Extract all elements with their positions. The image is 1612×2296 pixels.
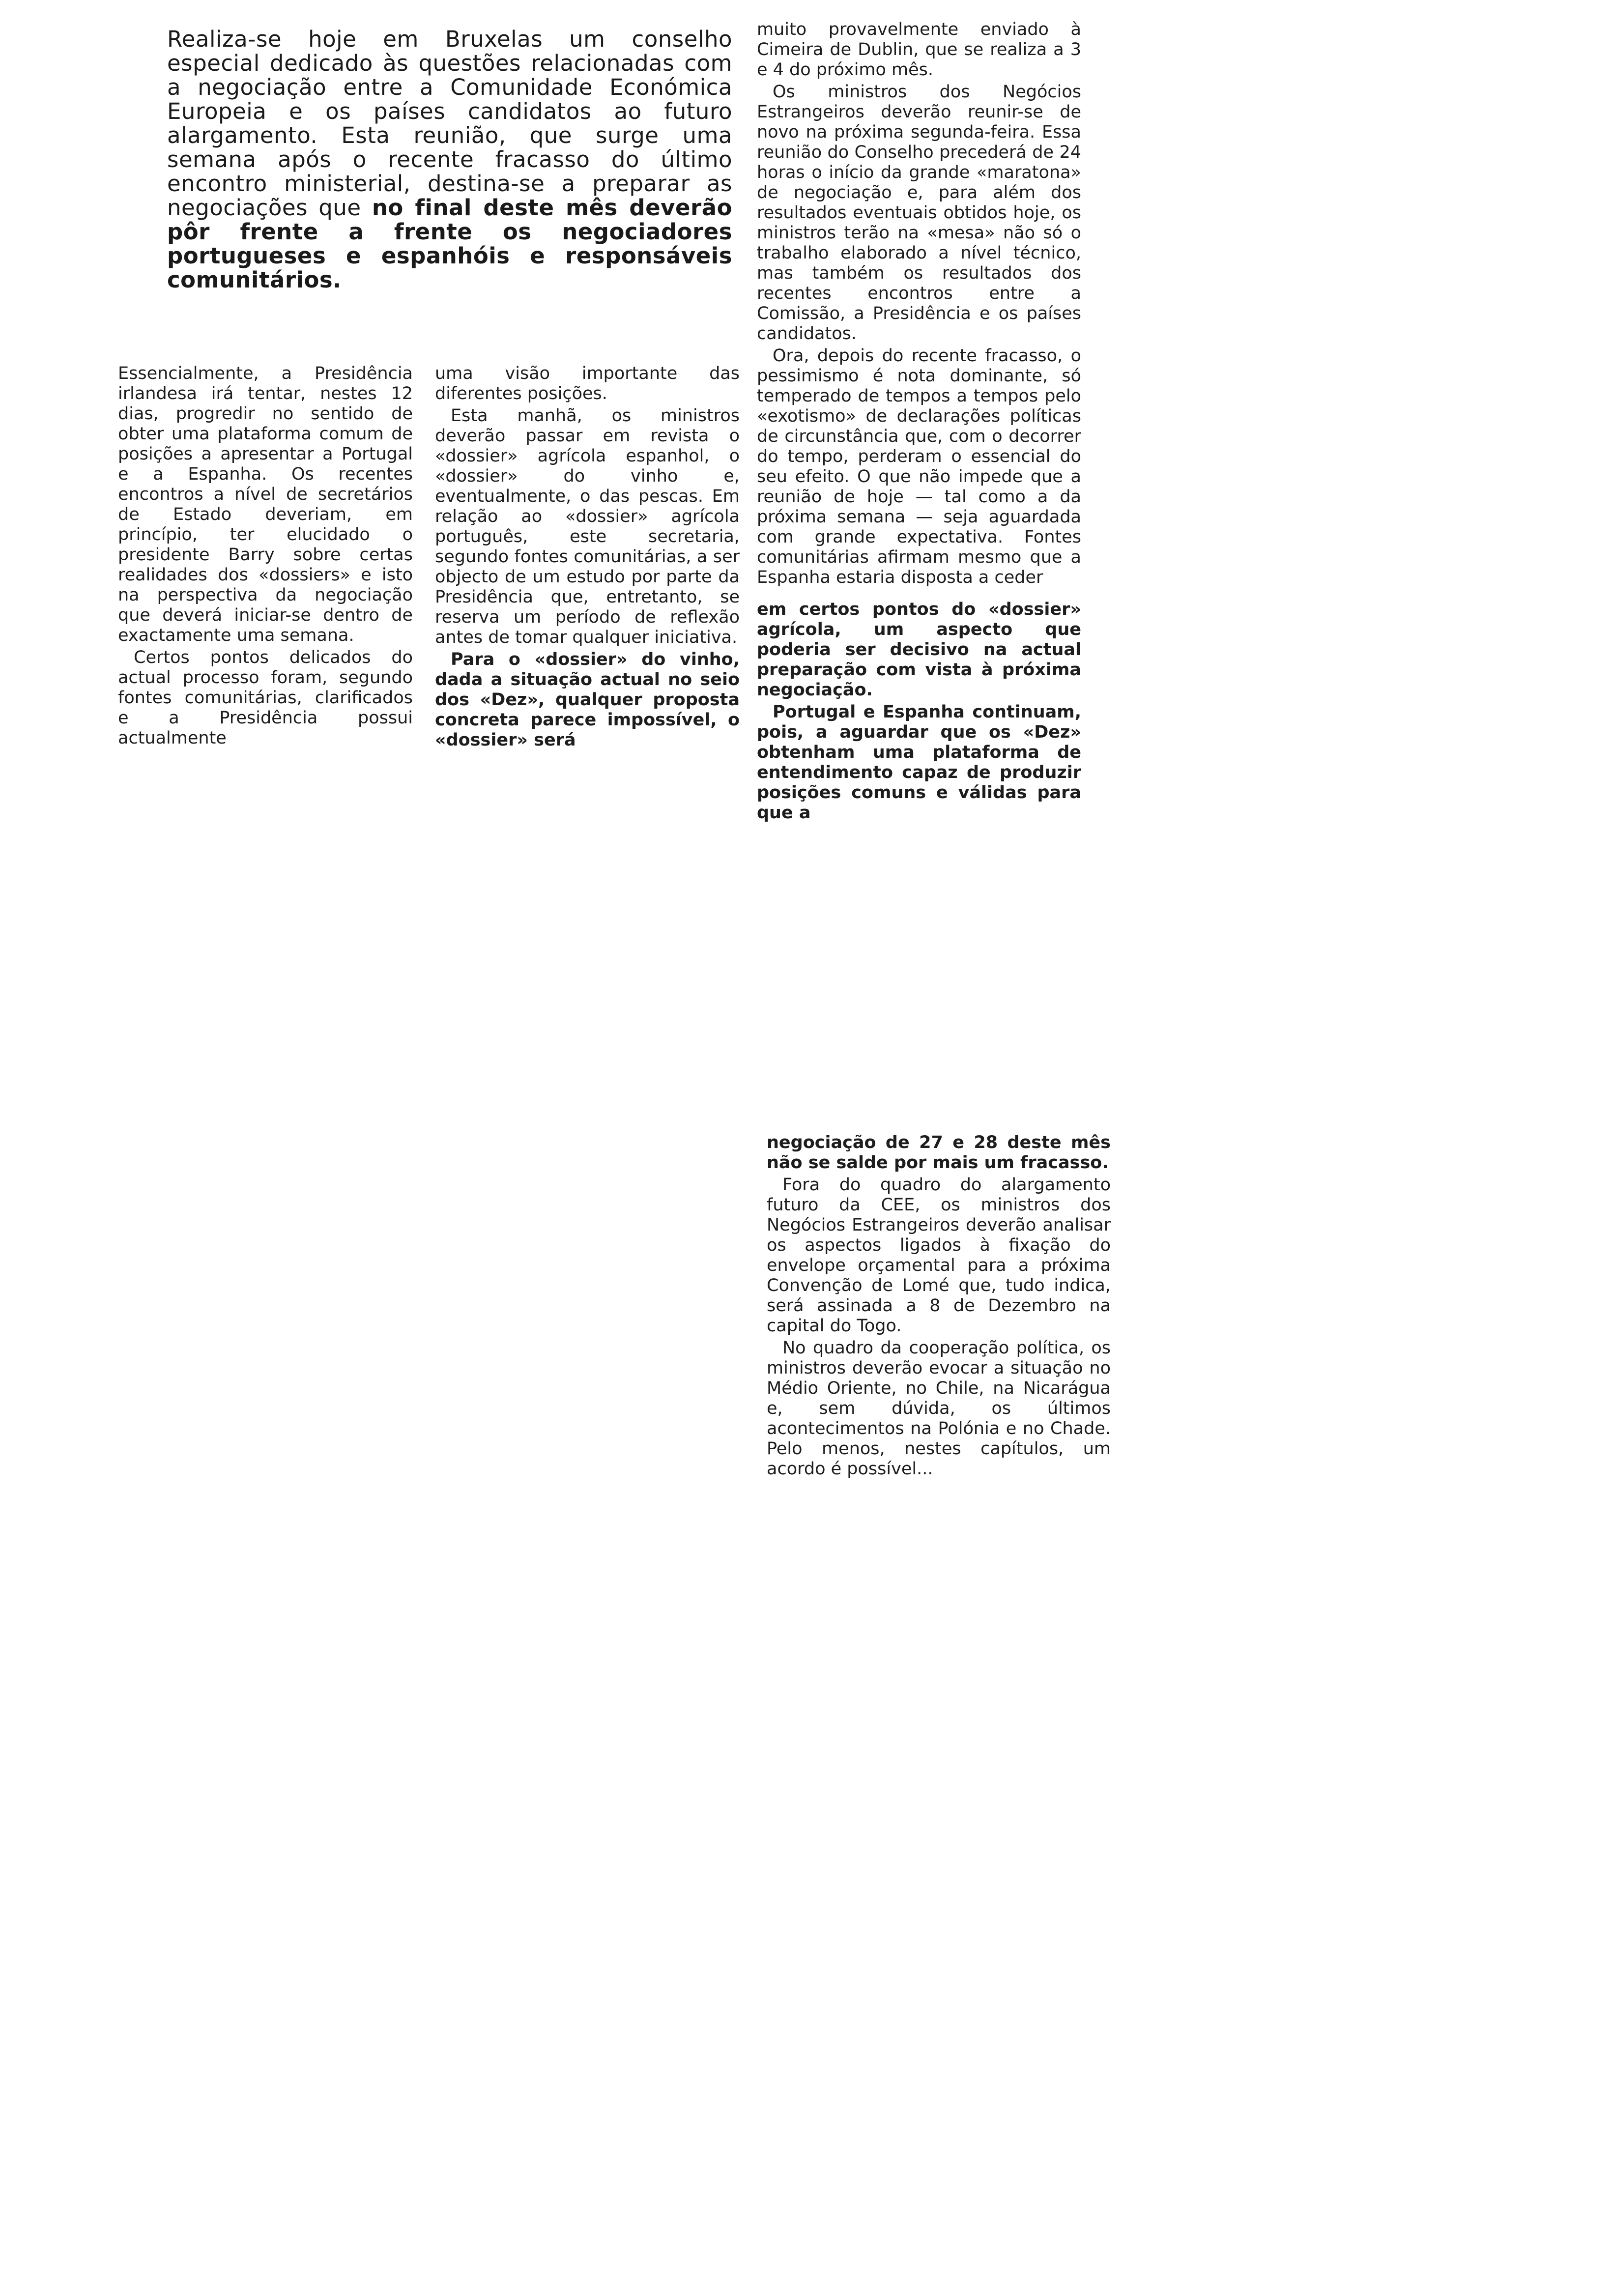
article-column-1 xyxy=(118,364,413,750)
paragraph: Fora do quadro do alargamento futuro da CEE, os ministros dos Negócios Estrangeiros deverão analisar os aspectos ligados à fixação do envelope orçamental para a próxima Convenção de Lomé que, tudo indica, será assinada a 8 de Dezembro na capital do Togo. xyxy=(767,1175,1111,1336)
paragraph: Portugal e Espanha continuam, pois, a aguardar que os «Dez» obtenham uma plataforma de entendimento capaz de produzir posições comuns e válidas para que a xyxy=(757,702,1081,823)
lead-paragraph xyxy=(167,27,732,292)
paragraph: Certos pontos delicados do actual processo foram, segundo fontes comunitárias, clarificados e a Presidência possui actualmente xyxy=(118,648,413,748)
paragraph: Esta manhã, os ministros deverão passar em revista o «dossier» agrícola espanhol, o «dossier» do vinho e, eventualmente, o das pescas. Em relação ao «dossier» agrícola português, este secretaria, segundo fontes comunitárias, a ser objecto de um estudo por parte da Presidência que, entretanto, se reserva um período de reflexão antes de tomar qualquer iniciativa. xyxy=(435,406,740,647)
paragraph: No quadro da cooperação política, os ministros deverão evocar a situação no Médio Oriente, no Chile, na Nicarágua e, sem dúvida, os últimos acontecimentos na Polónia e no Chade. Pelo menos, nestes capítulos, um acordo é possível... xyxy=(767,1338,1111,1479)
paragraph: Os ministros dos Negócios Estrangeiros deverão reunir-se de novo na próxima segunda-feira. Essa reunião do Conselho precederá de 24 horas o início da grande «maratona» de negociação e, para além dos resultados eventuais obtidos hoje, os ministros terão na «mesa» não só o trabalho elaborado a nível técnico, mas também os resultados dos recentes encontros entre a Comissão, a Presidência e os países candidatos. xyxy=(757,82,1081,344)
paragraph: Essencialmente, a Presidência irlandesa irá tentar, nestes 12 dias, progredir no sentido de obter uma plataforma comum de posições a apresentar a Portugal e a Espanha. Os recentes encontros a nível de secretários de Estado deveriam, em princípio, ter elucidado o presidente Barry sobre certas realidades dos «dossiers» e isto na perspectiva da negociação que deverá iniciar-se dentro de exactamente uma semana. xyxy=(118,364,413,645)
paragraph: negociação de 27 e 28 deste mês não se salde por mais um fracasso. xyxy=(767,1133,1111,1173)
lead-text: Realiza-se hoje em Bruxelas um conselho especial dedicado às questões relacionadas com a negociação entre a Comunidade Económica Europeia e os países candidatos ao futuro alargamento. Esta reunião, que surge uma semana após o recente fracasso do último encontro ministerial, destina-se a preparar as negociações que xyxy=(167,26,732,221)
paragraph: muito provavelmente enviado à Cimeira de Dublin, que se realiza a 3 e 4 do próximo mês. xyxy=(757,20,1081,80)
paragraph: Para o «dossier» do vinho, dada a situação actual no seio dos «Dez», qualquer proposta concreta parece impossível, o «dossier» será xyxy=(435,650,740,750)
lead-text-bold: no final deste mês deverão pôr frente a frente os negociadores portugueses e espanhóis e responsáveis comunitários. xyxy=(167,195,732,293)
paragraph: uma visão importante das diferentes posições. xyxy=(435,364,740,403)
article-column-3 xyxy=(757,20,1081,825)
article-column-2 xyxy=(435,364,740,752)
paragraph: em certos pontos do «dossier» agrícola, um aspecto que poderia ser decisivo na actual preparação com vista à próxima negociação. xyxy=(757,600,1081,700)
article-column-4 xyxy=(767,1133,1111,1481)
paragraph: Ora, depois do recente fracasso, o pessimismo é nota dominante, só temperado de tempos a tempos pelo «exotismo» de declarações políticas de circunstância que, com o decorrer do tempo, perderam o essencial do seu efeito. O que não impede que a reunião de hoje — tal como a da próxima semana — seja aguardada com grande expectativa. Fontes comunitárias afirmam mesmo que a Espanha estaria disposta a ceder xyxy=(757,346,1081,587)
